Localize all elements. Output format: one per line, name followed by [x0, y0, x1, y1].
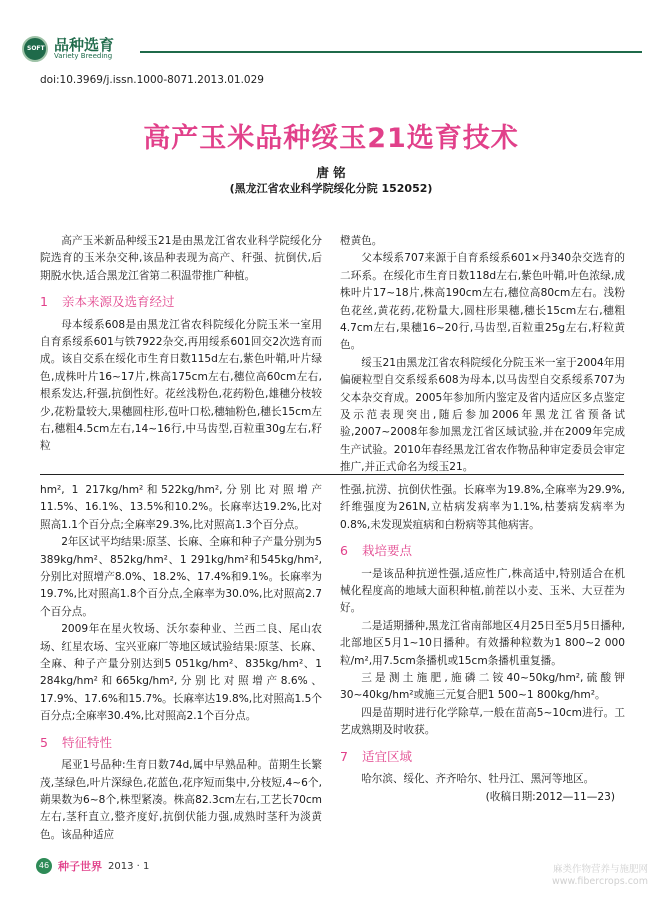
paragraph: 性强,抗涝、抗倒伏性强。长麻率为19.8%,全麻率为29.9%,纤维强度为261N,立枯病发病率为1.1%,枯萎病发病率为0.8%,未发现炭疽病和白粉病等其他病害。	[340, 484, 625, 531]
paragraph: 绥玉21由黑龙江省农科院绥化分院玉米一室于2004年用偏硬粒型自交系绥系608为母本,以马齿型自交系绥系707为父本杂交育成。2005年参加所内鉴定及省内适应区多点鉴定及示范表现突出,随后参加2006年黑龙江省预备试验,2007~2008年参加黑龙江省区域试验,并在2009年完成生产试验。2010年春经黑龙江省农作物品种审定委员会审定推广,并正式命名为绥玉21。	[340, 356, 625, 474]
section-5-heading: 5 特征特性	[40, 734, 112, 750]
intro-paragraph: 高产玉米新品种绥玉21是由黑龙江省农业科学院绥化分院选育的玉米杂交种,该品种表现为高产、秆强、抗倒伏,后期脱水快,适合黑龙江省第二积温带推广种植。	[40, 235, 322, 282]
section-header	[22, 36, 642, 62]
column-divider	[40, 474, 624, 475]
paragraph: 2009年在星火牧场、沃尔泰种业、兰西二良、尾山农场、红星农场、宝兴亚麻厂等地区域试验结果:原茎、长麻、全麻、种子产量分别达到5 051kg/hm²、835kg/hm²、1 284kg/hm²和665kg/hm²,分别比对照增产8.6%、17.9%、17.6%和15.7%。长麻率达19.8%,比对照高1.5个百分点;全麻率30.4%,比对照高2.1个百分点。	[40, 623, 322, 723]
paragraph: 橙黄色。	[340, 235, 383, 247]
page-footer	[36, 858, 149, 874]
column-4	[340, 482, 625, 806]
paragraph: 哈尔滨、绥化、齐齐哈尔、牡丹江、黑河等地区。	[361, 773, 595, 786]
section-subtitle: Variety Breeding	[54, 52, 113, 60]
column-1	[40, 233, 322, 456]
paragraph: 父本绥系707来源于自育系绥系601×丹340杂交选育的二环系。在绥化市生育日数118d左右,紫色叶鞘,叶色浓绿,成株叶片17~18片,株高190cm左右,穗位高80cm左右。浅粉色花丝,黄花药,花粉量大,圆柱形果穗,穗长15cm左右,穗粗4.7cm左右,果穗16~20行,马齿型,百粒重25g左右,籽粒黄色。	[340, 252, 625, 352]
column-3	[40, 482, 322, 844]
paragraph: 尾亚1号品种:生育日数74d,属中早熟品种。苗期生长繁茂,茎绿色,叶片深绿色,花蓝色,花序短而集中,分枝短,4~6个,蒴果数为6~8个,株型紧凑。株高82.3cm左右,工艺长70cm左右,茎秆直立,整齐度好,抗倒伏能力强,成熟时茎秆为淡黄色。该品种适应	[40, 759, 322, 841]
received-date: (收稿日期:2012—11—23)	[485, 790, 615, 803]
affiliation: (黑龙江省农业科学院绥化分院 152052)	[229, 182, 433, 195]
journal-logo-icon: SOFT	[22, 36, 48, 62]
journal-name: 种子世界	[58, 860, 102, 873]
paragraph: 四是苗期时进行化学除草,一般在苗高5~10cm进行。工艺成熟期及时收获。	[340, 706, 625, 737]
watermark: 麻类作物营养与施肥网 www.fibercrops.com	[551, 864, 648, 887]
paragraph: 2年区试平均结果:原茎、长麻、全麻和种子产量分别为5 389kg/hm²、852kg/hm²、1 291kg/hm²和545kg/hm²,分别比对照增产8.0%、18.2%、17.4%和9.1%。长麻率为19.7%,比对照高1.8个百分点,全麻率为30.0%,比对照高2.7个百分点。	[40, 536, 322, 618]
paragraph: 一是该品种抗逆性强,适应性广,株高适中,特别适合在机械化程度高的地域大面积种植,前茬以小麦、玉米、大豆茬为好。	[340, 567, 625, 615]
paragraph: 三是测土施肥,施磷二铵40~50kg/hm²,硫酸钾30~40kg/hm²或施三元复合肥1 500~1 800kg/hm²。	[340, 672, 625, 702]
page-number: 46	[36, 858, 52, 874]
author: 唐 铭	[316, 165, 346, 180]
header-rule	[140, 51, 642, 53]
section-6-heading: 6 栽培要点	[340, 543, 412, 559]
issue-number: 2013 · 1	[108, 860, 150, 872]
doi: doi:10.3969/j.issn.1000-8071.2013.01.029	[40, 74, 264, 86]
section-title: 品种选育	[54, 36, 115, 54]
paragraph: 二是适期播种,黑龙江省南部地区4月25日至5月5日播种,北部地区5月1~10日播种。有效播种粒数为1 800~2 000粒/m²,用7.5cm条播机或15cm条播机重复播。	[340, 619, 625, 667]
section-1-heading: 1 亲本来源及选育经过	[40, 294, 175, 310]
paragraph: 母本绥系608是由黑龙江省农科院绥化分院玉米一室用自育系绥系601与铁7922杂交,再用绥系601回交2次选育而成。该自交系在绥化市生育日数115d左右,紫色叶鞘,叶片绿色,成株叶片16~17片,株高175cm左右,穗位高60cm左右,根系发达,秆强,抗倒性好。花丝浅粉色,花药粉色,雄穗分枝较少,花粉量较大,果穗圆柱形,苞叶口松,穗轴粉色,穗长15cm左右,穗粗4.5cm左右,14~16行,中马齿型,百粒重30g左右,籽粒	[40, 318, 322, 453]
section-7-heading: 7 适宜区域	[340, 748, 412, 764]
paragraph: hm², 1 217kg/hm²和522kg/hm²,分别比对照增产11.5%、16.1%、13.5%和10.2%。长麻率达19.2%,比对照高1.1个百分点;全麻率29.3%,比对照高1.3个百分点。	[40, 484, 322, 531]
column-2	[340, 233, 625, 477]
article-title: 高产玉米品种绥玉21选育技术	[143, 123, 519, 154]
